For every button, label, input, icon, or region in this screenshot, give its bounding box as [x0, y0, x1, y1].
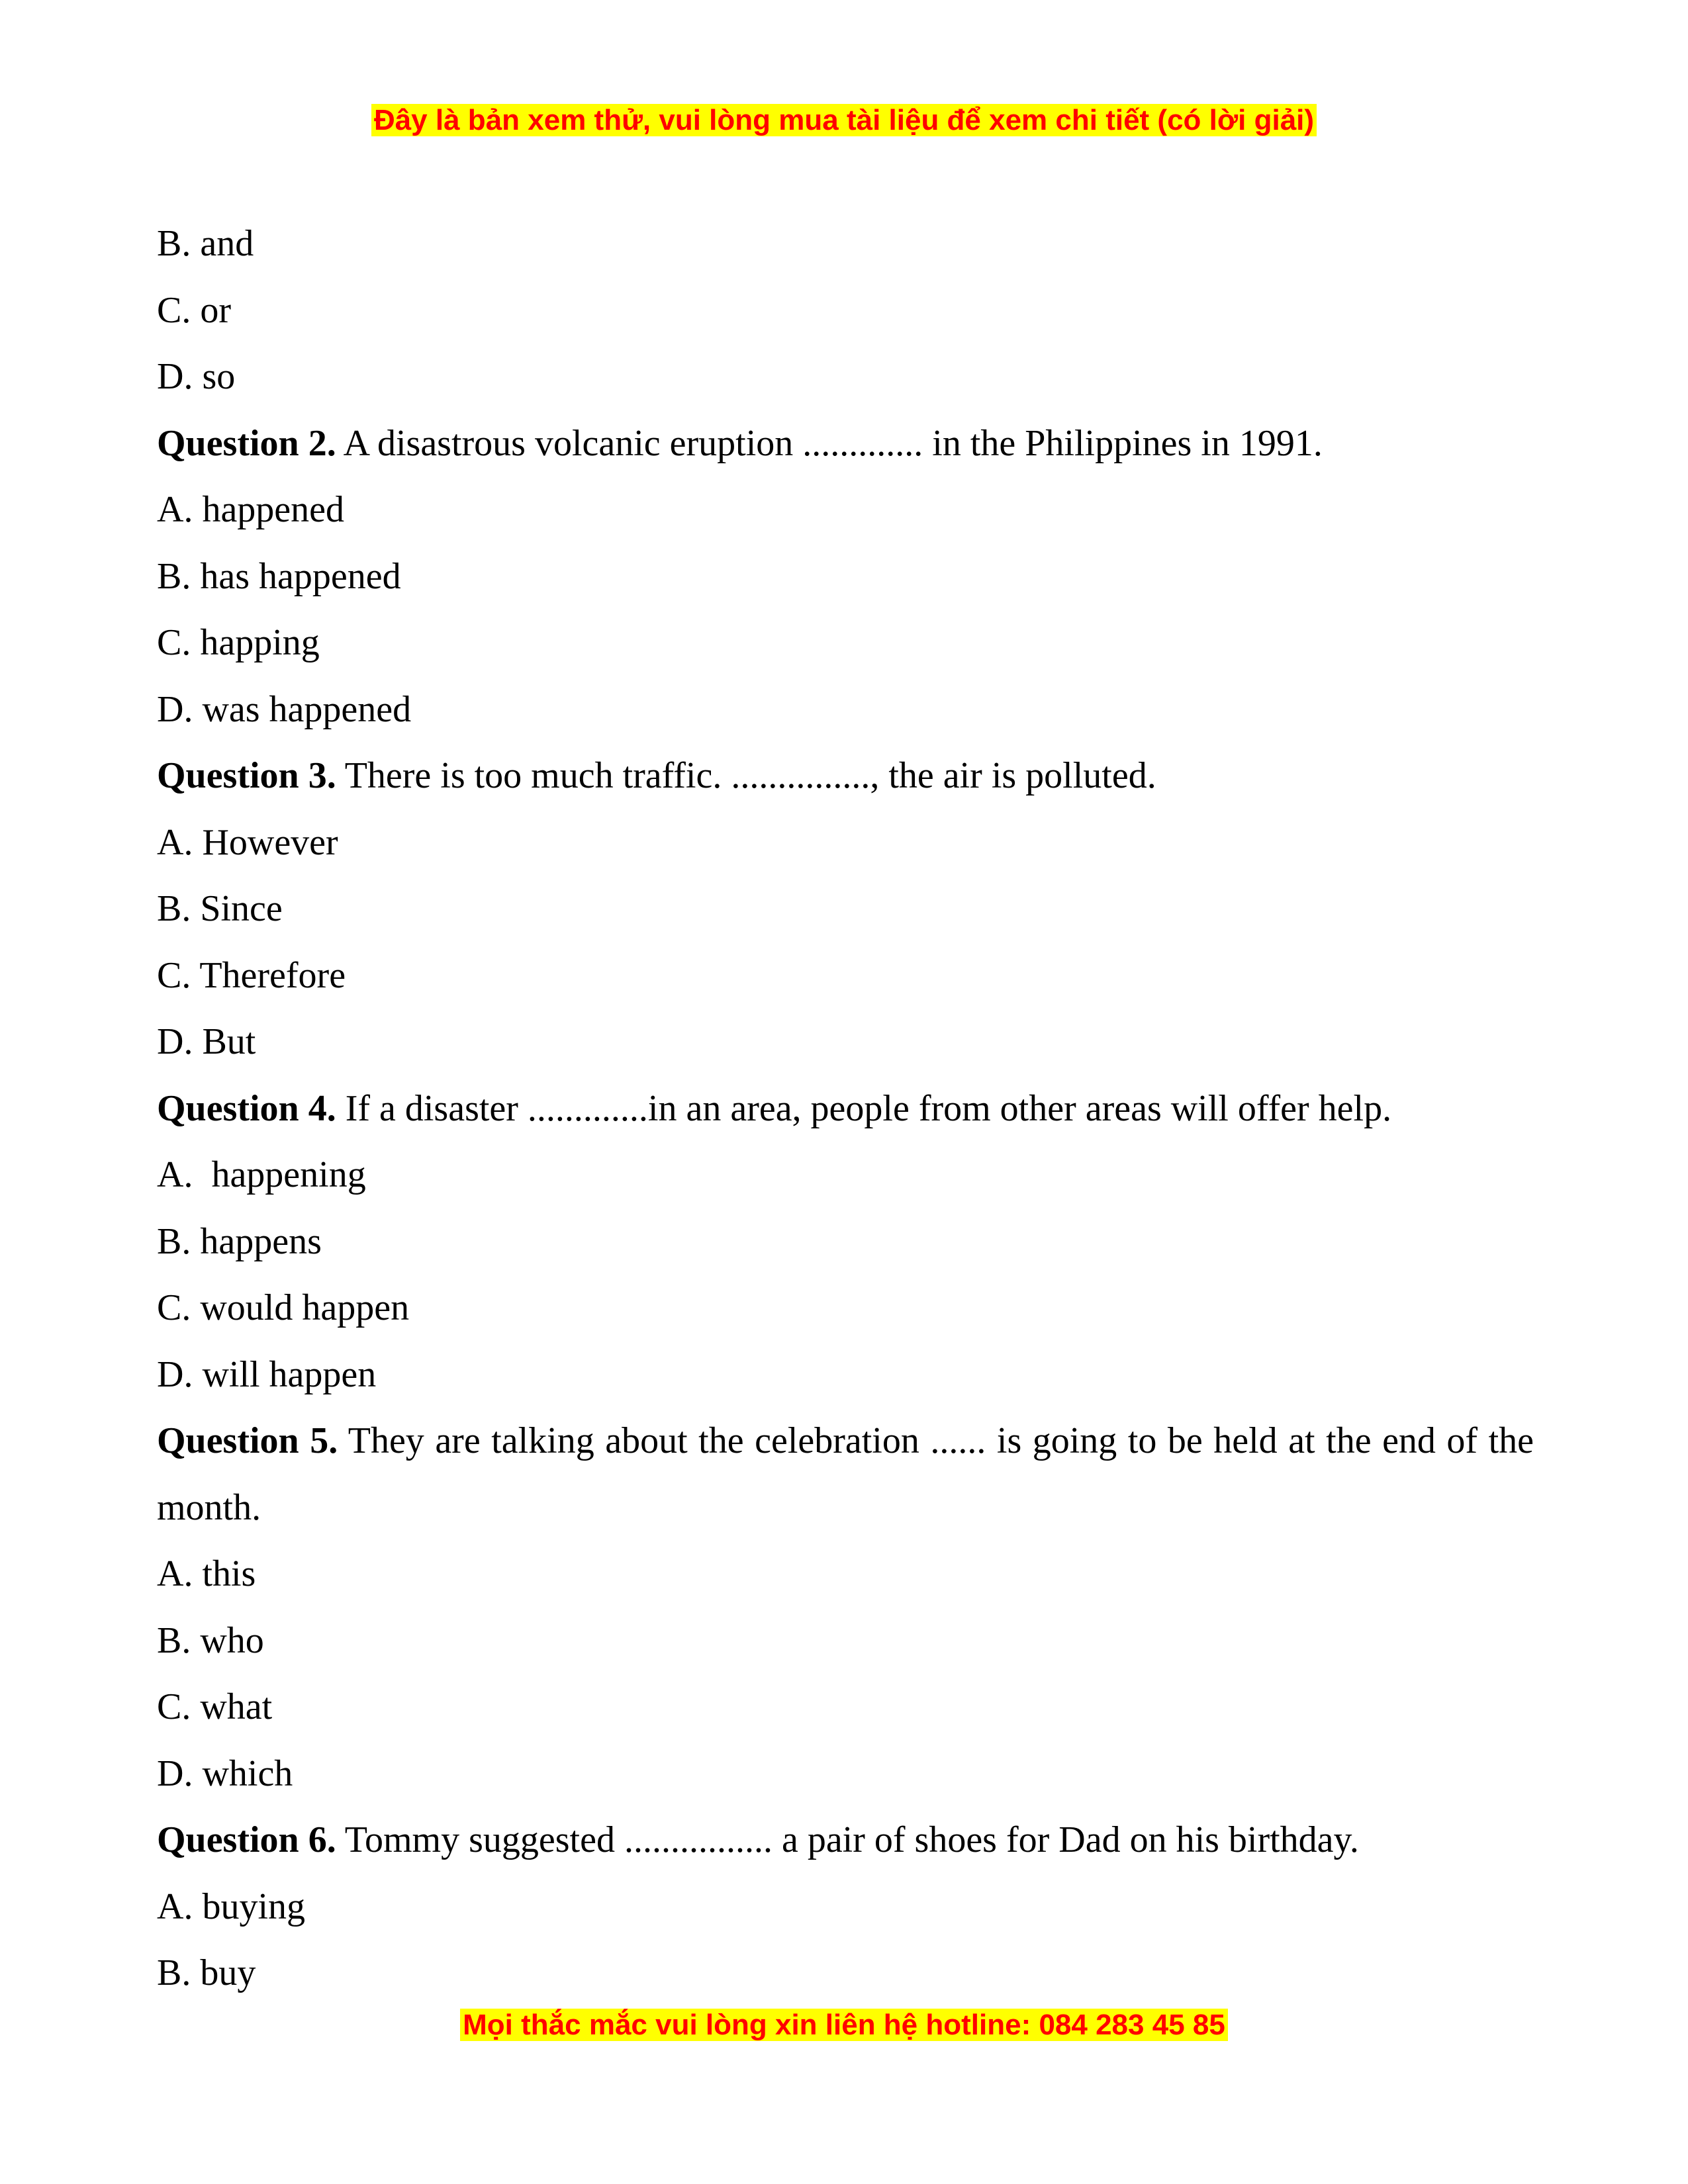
question-5 [157, 1408, 1534, 1541]
answer-option: A. happened [157, 489, 345, 530]
question-text: Tommy suggested ................ a pair of shoes for Dad on his birthday. [336, 1819, 1359, 1860]
question-text: They are talking about the celebration ...... is going to be held at the end of the month. [157, 1420, 1534, 1528]
answer-option: B. and [157, 223, 254, 264]
preview-notice-banner [0, 101, 1688, 140]
question-text: A disastrous volcanic eruption ............. in the Philippines in 1991. [336, 422, 1323, 464]
answer-option: C. happing [157, 622, 320, 663]
question-list [157, 210, 1534, 2007]
answer-option: D. so [157, 356, 236, 397]
answer-option: A. buying [157, 1886, 305, 1927]
answer-option: A. happening [157, 1154, 366, 1195]
answer-option: B. happens [157, 1220, 322, 1262]
answer-option: B. Since [157, 888, 283, 929]
question-number: Question 6. [157, 1819, 336, 1860]
answer-option: B. buy [157, 1952, 256, 1993]
question-text: If a disaster .............in an area, people from other areas will offer help. [336, 1087, 1392, 1129]
answer-option: D. But [157, 1021, 256, 1062]
question-2 [157, 410, 1534, 477]
answer-option: D. was happened [157, 688, 412, 730]
hotline-notice-text: Mọi thắc mắc vui lòng xin liên hệ hotline: 084 283 45 85 [460, 2009, 1228, 2041]
question-number: Question 2. [157, 422, 336, 464]
answer-option: A. However [157, 821, 338, 863]
question-text: There is too much traffic. ..............., the air is polluted. [336, 755, 1156, 796]
answer-option: D. will happen [157, 1353, 377, 1395]
answer-option: C. what [157, 1686, 273, 1727]
answer-option: C. or [157, 289, 231, 331]
question-number: Question 3. [157, 755, 336, 796]
answer-option: B. has happened [157, 555, 401, 597]
answer-option: C. Therefore [157, 954, 346, 996]
answer-option: B. who [157, 1619, 264, 1661]
question-6 [157, 1807, 1534, 1874]
preview-notice-text: Đây là bản xem thử, vui lòng mua tài liệu để xem chi tiết (có lời giải) [371, 104, 1317, 136]
hotline-notice-banner [0, 2005, 1688, 2045]
answer-option: D. which [157, 1752, 293, 1794]
answer-option: C. would happen [157, 1287, 410, 1328]
question-number: Question 5. [157, 1420, 338, 1461]
question-3 [157, 743, 1534, 809]
answer-option: A. this [157, 1553, 256, 1594]
question-4 [157, 1075, 1534, 1142]
question-number: Question 4. [157, 1087, 336, 1129]
